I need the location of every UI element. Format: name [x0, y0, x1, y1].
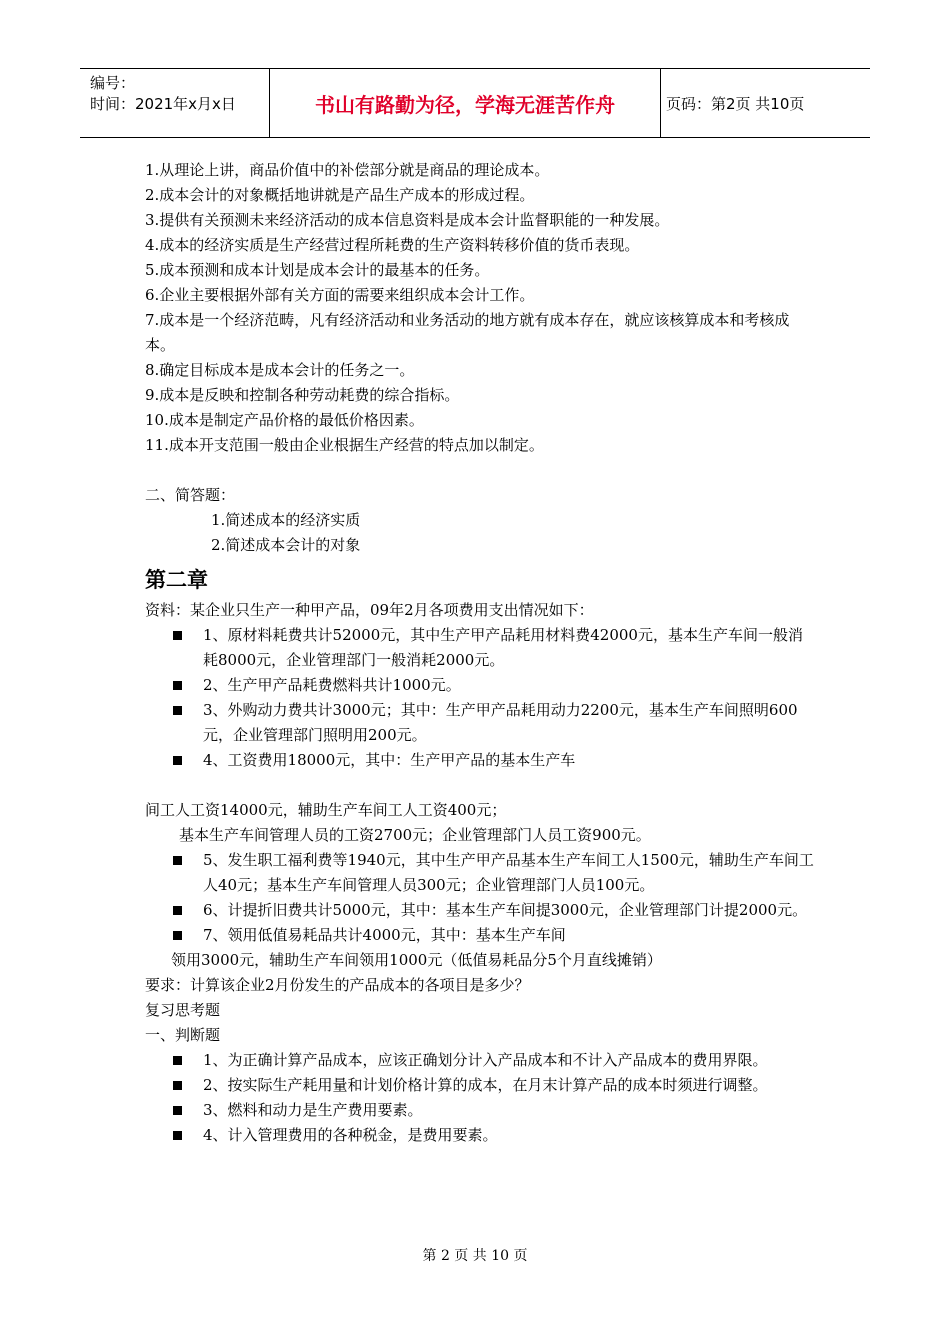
bullet-text: 5、发生职工福利费等1940元，其中生产甲产品基本生产车间工人1500元，辅助生产车间工人40元；基本生产车间管理人员300元；企业管理部门人员100元。 [203, 851, 814, 894]
paragraph: 领用3000元，辅助生产车间领用1000元（低值易耗品分5个月直线摊销） [171, 951, 662, 969]
bullet-text: 3、外购动力费共计3000元；其中：生产甲产品耗用动力2200元，基本生产车间照明600元，企业管理部门照明用200元。 [203, 701, 798, 744]
bullet-text: 1、为正确计算产品成本，应该正确划分计入产品成本和不计入产品成本的费用界限。 [203, 1051, 768, 1069]
list-item: 7.成本是一个经济范畴，凡有经济活动和业务活动的地方就有成本存在，就应该核算成本和考核成本。 [145, 311, 790, 354]
bullet-square-icon [173, 756, 182, 765]
bullet-text: 2、按实际生产耗用量和计划价格计算的成本，在月末计算产品的成本时须进行调整。 [203, 1076, 768, 1094]
list-item: 10.成本是制定产品价格的最低价格因素。 [145, 411, 424, 429]
bullet-item [145, 923, 815, 948]
bullet-item [145, 698, 815, 748]
header-page-info: 页码：第2页 共10页 [666, 94, 805, 113]
chapter-intro: 资料：某企业只生产一种甲产品，09年2月各项费用支出情况如下： [145, 601, 594, 619]
bullet-square-icon [173, 906, 182, 915]
bullet-item [145, 623, 815, 673]
list-item: 2.成本会计的对象概括地讲就是产品生产成本的形成过程。 [145, 186, 535, 204]
list-item: 3.提供有关预测未来经济活动的成本信息资料是成本会计监督职能的一种发展。 [145, 211, 670, 229]
bullet-text: 2、生产甲产品耗费燃料共计1000元。 [203, 676, 461, 694]
bullet-text: 7、领用低值易耗品共计4000元，其中：基本生产车间 [203, 926, 566, 944]
list-item: 1.从理论上讲，商品价值中的补偿部分就是商品的理论成本。 [145, 161, 550, 179]
bullet-item [145, 848, 815, 898]
bullet-text: 3、燃料和动力是生产费用要素。 [203, 1101, 423, 1119]
list-item: 2.简述成本会计的对象 [211, 536, 361, 554]
list-item: 9.成本是反映和控制各种劳动耗费的综合指标。 [145, 386, 460, 404]
bullet-item [145, 898, 815, 923]
document-body [145, 158, 815, 1148]
requirement: 要求：计算该企业2月份发生的产品成本的各项目是多少？ [145, 976, 530, 994]
list-item: 8.确定目标成本是成本会计的任务之一。 [145, 361, 415, 379]
bullet-text: 4、计入管理费用的各种税金，是费用要素。 [203, 1126, 498, 1144]
header-divider [660, 69, 661, 137]
bullet-item [145, 1098, 815, 1123]
list-item: 1.简述成本的经济实质 [211, 511, 361, 529]
list-item: 6.企业主要根据外部有关方面的需要来组织成本会计工作。 [145, 286, 535, 304]
list-item: 5.成本预测和成本计划是成本会计的最基本的任务。 [145, 261, 490, 279]
paragraph: 基本生产车间管理人员的工资2700元；企业管理部门人员工资900元。 [179, 826, 651, 844]
page-header [80, 68, 870, 138]
bullet-item [145, 1048, 815, 1073]
bullet-text: 4、工资费用18000元，其中：生产甲产品的基本生产车 [203, 751, 576, 769]
bullet-square-icon [173, 1056, 182, 1065]
bullet-square-icon [173, 681, 182, 690]
bullet-text: 6、计提折旧费共计5000元，其中：基本生产车间提3000元，企业管理部门计提2000元。 [203, 901, 808, 919]
short-answer-heading: 二、简答题： [145, 486, 236, 504]
spacer [145, 773, 815, 798]
bullet-square-icon [173, 631, 182, 640]
header-number-label: 编号： [90, 74, 136, 92]
list-item: 11.成本开支范围一般由企业根据生产经营的特点加以制定。 [145, 436, 544, 454]
header-meta [90, 73, 265, 115]
bullet-square-icon [173, 931, 182, 940]
list-item: 4.成本的经济实质是生产经营过程所耗费的生产资料转移价值的货币表现。 [145, 236, 640, 254]
judgement-heading: 一、判断题 [145, 1026, 221, 1044]
paragraph: 间工人工资14000元，辅助生产车间工人工资400元； [145, 801, 507, 819]
bullet-square-icon [173, 706, 182, 715]
review-heading: 复习思考题 [145, 1001, 221, 1019]
bullet-item [145, 1123, 815, 1148]
chapter-title: 第二章 [145, 568, 208, 592]
bullet-text: 1、原材料耗费共计52000元，其中生产甲产品耗用材料费42000元，基本生产车间一般消耗8000元，企业管理部门一般消耗2000元。 [203, 626, 803, 669]
header-date-label: 时间：2021年x月x日 [90, 95, 236, 113]
page-footer: 第 2 页 共 10 页 [422, 1248, 528, 1264]
bullet-square-icon [173, 856, 182, 865]
bullet-item [145, 673, 815, 698]
bullet-square-icon [173, 1081, 182, 1090]
bullet-item [145, 748, 815, 773]
spacer [145, 458, 815, 483]
bullet-item [145, 1073, 815, 1098]
bullet-square-icon [173, 1106, 182, 1115]
bullet-square-icon [173, 1131, 182, 1140]
header-motto: 书山有路勤为径，学海无涯苦作舟 [315, 92, 615, 117]
